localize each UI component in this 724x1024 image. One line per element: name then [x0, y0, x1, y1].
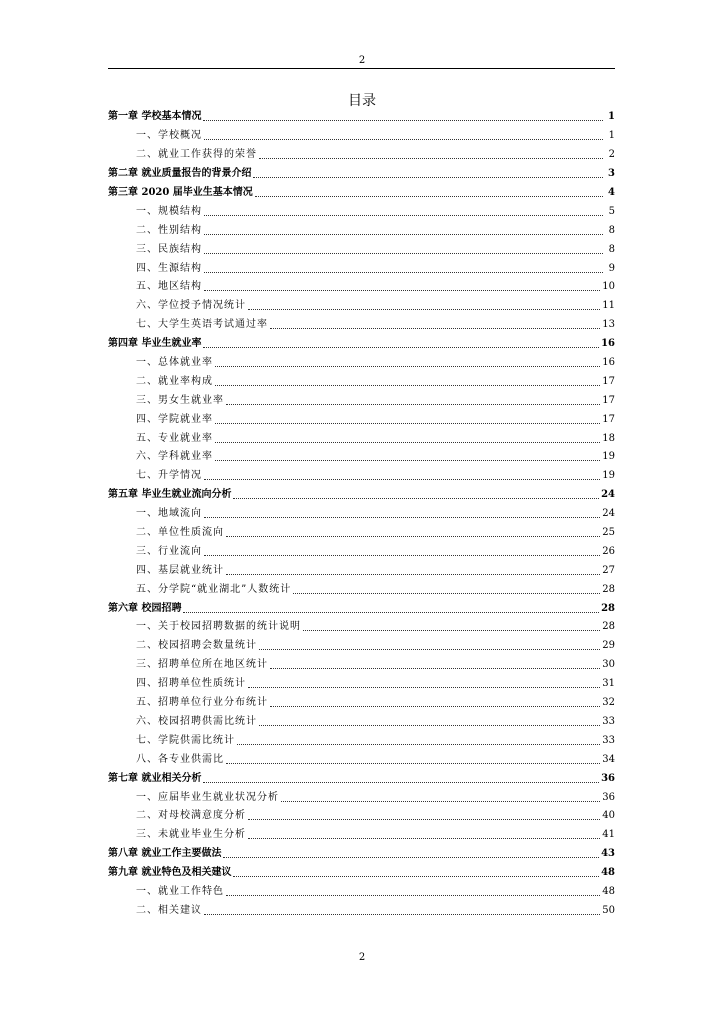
toc-entry-page-number: 24: [601, 489, 615, 501]
toc-entry-label: 一、总体就业率: [136, 357, 213, 369]
toc-entry-label: 一、关于校园招聘数据的统计说明: [136, 621, 301, 633]
toc-dot-leader: [215, 359, 600, 367]
toc-section-entry[interactable]: [108, 259, 615, 278]
toc-entry-label: 六、学位授予情况统计: [136, 300, 246, 312]
toc-entry-page-number: 16: [601, 338, 615, 350]
toc-section-entry[interactable]: [108, 467, 615, 486]
toc-section-entry[interactable]: [108, 372, 615, 391]
toc-entry-label: 二、单位性质流向: [136, 527, 224, 539]
toc-entry-label: 二、对母校满意度分析: [136, 810, 246, 822]
toc-entry-label: 第一章 学校基本情况: [108, 111, 202, 123]
toc-chapter-entry[interactable]: [108, 165, 615, 184]
toc-entry-label: 第六章 校园招聘: [108, 602, 182, 614]
toc-dot-leader: [226, 529, 600, 537]
toc-entry-page-number: 18: [602, 432, 615, 444]
toc-section-entry[interactable]: [108, 221, 615, 240]
toc-entry-label: 第八章 就业工作主要做法: [108, 848, 222, 860]
toc-entry-page-number: 34: [602, 753, 615, 765]
toc-section-entry[interactable]: [108, 901, 615, 920]
toc-entry-label: 五、专业就业率: [136, 432, 213, 444]
toc-dot-leader: [204, 510, 600, 518]
toc-section-entry[interactable]: [108, 202, 615, 221]
toc-entry-page-number: 28: [602, 583, 615, 595]
toc-entry-label: 二、性别结构: [136, 224, 202, 236]
toc-section-entry[interactable]: [108, 297, 615, 316]
toc-dot-leader: [303, 623, 600, 631]
toc-entry-page-number: 28: [602, 621, 615, 633]
toc-dot-leader: [204, 265, 603, 273]
toc-entry-label: 四、基层就业统计: [136, 564, 224, 576]
toc-section-entry[interactable]: [108, 713, 615, 732]
toc-entry-page-number: 31: [602, 678, 615, 690]
toc-entry-page-number: 36: [602, 791, 615, 803]
toc-section-entry[interactable]: [108, 561, 615, 580]
toc-entry-page-number: 24: [602, 508, 615, 520]
toc-entry-page-number: 3: [608, 168, 615, 180]
toc-dot-leader: [204, 548, 600, 556]
toc-entry-page-number: 33: [602, 734, 615, 746]
toc-section-entry[interactable]: [108, 278, 615, 297]
toc-dot-leader: [226, 888, 600, 896]
toc-section-entry[interactable]: [108, 429, 615, 448]
toc-section-entry[interactable]: [108, 146, 615, 165]
toc-entry-label: 五、招聘单位行业分布统计: [136, 697, 268, 709]
toc-entry-label: 三、男女生就业率: [136, 394, 224, 406]
toc-entry-label: 一、规模结构: [136, 205, 202, 217]
toc-dot-leader: [253, 170, 603, 178]
toc-dot-leader: [204, 246, 603, 254]
toc-dot-leader: [237, 737, 600, 745]
toc-chapter-entry[interactable]: [108, 486, 615, 505]
toc-entry-page-number: 2: [608, 149, 615, 161]
toc-section-entry[interactable]: [108, 750, 615, 769]
toc-entry-label: 二、就业工作获得的荣誉: [136, 149, 257, 161]
toc-dot-leader: [203, 775, 599, 783]
toc-chapter-entry[interactable]: [108, 184, 615, 203]
toc-dot-leader: [204, 208, 603, 216]
toc-dot-leader: [204, 472, 600, 480]
toc-section-entry[interactable]: [108, 448, 615, 467]
toc-section-entry[interactable]: [108, 505, 615, 524]
toc-entry-page-number: 19: [602, 451, 615, 463]
toc-section-entry[interactable]: [108, 524, 615, 543]
toc-entry-label: 八、各专业供需比: [136, 753, 224, 765]
toc-dot-leader: [226, 397, 600, 405]
toc-entry-label: 三、民族结构: [136, 243, 202, 255]
toc-entry-page-number: 43: [601, 848, 615, 860]
toc-section-entry[interactable]: [108, 542, 615, 561]
toc-entry-page-number: 32: [602, 697, 615, 709]
toc-dot-leader: [226, 567, 600, 575]
toc-entry-label: 三、行业流向: [136, 545, 202, 557]
toc-entry-page-number: 29: [602, 640, 615, 652]
toc-entry-page-number: 48: [602, 885, 615, 897]
toc-dot-leader: [215, 378, 600, 386]
toc-entry-page-number: 25: [602, 527, 615, 539]
toc-entry-page-number: 40: [602, 810, 615, 822]
toc-dot-leader: [270, 321, 600, 329]
toc-entry-page-number: 13: [602, 319, 615, 331]
toc-entry-page-number: 36: [601, 772, 615, 784]
toc-dot-leader: [226, 756, 600, 764]
toc-chapter-entry[interactable]: [108, 845, 615, 864]
toc-entry-page-number: 30: [602, 659, 615, 671]
toc-dot-leader: [281, 794, 600, 802]
toc-dot-leader: [233, 869, 599, 877]
toc-entry-label: 七、升学情况: [136, 470, 202, 482]
toc-entry-label: 五、地区结构: [136, 281, 202, 293]
toc-entry-label: 一、学校概况: [136, 130, 202, 142]
toc-section-entry[interactable]: [108, 127, 615, 146]
toc-chapter-entry[interactable]: [108, 769, 615, 788]
toc-entry-page-number: 41: [602, 829, 615, 841]
toc-entry-label: 第七章 就业相关分析: [108, 772, 202, 784]
toc-section-entry[interactable]: [108, 580, 615, 599]
toc-entry-page-number: 11: [602, 300, 615, 312]
toc-entry-label: 二、相关建议: [136, 904, 202, 916]
toc-entry-label: 三、未就业毕业生分析: [136, 829, 246, 841]
toc-section-entry[interactable]: [108, 240, 615, 259]
toc-dot-leader: [233, 491, 599, 499]
toc-dot-leader: [259, 151, 603, 159]
toc-entry-page-number: 17: [602, 394, 615, 406]
toc-entry-label: 一、就业工作特色: [136, 885, 224, 897]
toc-dot-leader: [215, 453, 600, 461]
toc-section-entry[interactable]: [108, 391, 615, 410]
toc-dot-leader: [223, 850, 599, 858]
toc-entry-page-number: 1: [608, 130, 615, 142]
toc-entry-page-number: 17: [602, 413, 615, 425]
toc-entry-label: 第三章 2020 届毕业生基本情况: [108, 187, 253, 198]
toc-chapter-entry[interactable]: [108, 864, 615, 883]
toc-entry-label: 一、地域流向: [136, 508, 202, 520]
toc-dot-leader: [270, 699, 600, 707]
toc-section-entry[interactable]: [108, 826, 615, 845]
toc-dot-leader: [248, 831, 600, 839]
toc-title: 目录: [348, 93, 376, 109]
toc-dot-leader: [248, 680, 600, 688]
toc-entry-label: 七、大学生英语考试通过率: [136, 319, 268, 331]
toc-dot-leader: [259, 642, 600, 650]
toc-entry-page-number: 8: [608, 224, 615, 236]
toc-entry-label: 第九章 就业特色及相关建议: [108, 867, 232, 879]
toc-entry-label: 四、学院就业率: [136, 413, 213, 425]
toc-entry-label: 七、学院供需比统计: [136, 734, 235, 746]
header-page-number: 2: [358, 55, 366, 66]
toc-entry-label: 五、分学院“就业湖北”人数统计: [136, 583, 292, 595]
toc-entry-label: 第二章 就业质量报告的背景介绍: [108, 168, 252, 180]
toc-entry-page-number: 16: [602, 357, 615, 369]
toc-entry-label: 一、应届毕业生就业状况分析: [136, 791, 279, 803]
toc-dot-leader: [259, 718, 600, 726]
toc-chapter-entry[interactable]: [108, 335, 615, 354]
toc-section-entry[interactable]: [108, 316, 615, 335]
toc-entry-page-number: 5: [608, 205, 615, 217]
toc-dot-leader: [203, 113, 603, 121]
toc-dot-leader: [204, 132, 603, 140]
toc-dot-leader: [255, 189, 603, 197]
toc-entry-label: 六、学科就业率: [136, 451, 213, 463]
toc-entry-label: 六、校园招聘供需比统计: [136, 715, 257, 727]
toc-entry-label: 四、招聘单位性质统计: [136, 678, 246, 690]
toc-section-entry[interactable]: [108, 675, 615, 694]
toc-dot-leader: [203, 340, 599, 348]
toc-entry-page-number: 1: [608, 111, 615, 123]
toc-section-entry[interactable]: [108, 788, 615, 807]
toc-dot-leader: [215, 416, 600, 424]
toc-entry-page-number: 48: [601, 867, 615, 879]
toc-dot-leader: [183, 605, 599, 613]
toc-entry-label: 第四章 毕业生就业率: [108, 338, 202, 350]
toc-dot-leader: [248, 302, 600, 310]
toc-dot-leader: [248, 812, 600, 820]
header-divider: [108, 68, 615, 69]
toc-section-entry[interactable]: [108, 731, 615, 750]
toc-entry-label: 二、就业率构成: [136, 375, 213, 387]
toc-section-entry[interactable]: [108, 410, 615, 429]
toc-entry-page-number: 50: [602, 904, 615, 916]
toc-chapter-entry[interactable]: [108, 108, 615, 127]
toc-section-entry[interactable]: [108, 883, 615, 902]
toc-section-entry[interactable]: [108, 354, 615, 373]
toc-dot-leader: [204, 907, 600, 915]
toc-entry-page-number: 9: [608, 262, 615, 274]
toc-section-entry[interactable]: [108, 637, 615, 656]
toc-dot-leader: [293, 586, 600, 594]
toc-section-entry[interactable]: [108, 807, 615, 826]
toc-entry-page-number: 10: [602, 281, 615, 293]
toc-entry-label: 三、招聘单位所在地区统计: [136, 659, 268, 671]
toc-entry-page-number: 28: [601, 602, 615, 614]
toc-entry-page-number: 4: [608, 187, 615, 198]
toc-entry-label: 四、生源结构: [136, 262, 202, 274]
toc-chapter-entry[interactable]: [108, 599, 615, 618]
toc-entry-label: 二、校园招聘会数量统计: [136, 640, 257, 652]
toc-entry-page-number: 8: [608, 243, 615, 255]
toc-dot-leader: [204, 227, 603, 235]
toc-dot-leader: [204, 283, 600, 291]
toc-section-entry[interactable]: [108, 694, 615, 713]
toc-entry-page-number: 33: [602, 715, 615, 727]
toc-entry-page-number: 17: [602, 375, 615, 387]
table-of-contents: [108, 108, 615, 920]
footer-page-number: 2: [358, 952, 366, 963]
toc-entry-page-number: 27: [602, 564, 615, 576]
toc-dot-leader: [215, 435, 600, 443]
toc-entry-label: 第五章 毕业生就业流向分析: [108, 489, 232, 501]
toc-section-entry[interactable]: [108, 618, 615, 637]
toc-entry-page-number: 26: [602, 545, 615, 557]
toc-dot-leader: [270, 661, 600, 669]
toc-section-entry[interactable]: [108, 656, 615, 675]
toc-entry-page-number: 19: [602, 470, 615, 482]
